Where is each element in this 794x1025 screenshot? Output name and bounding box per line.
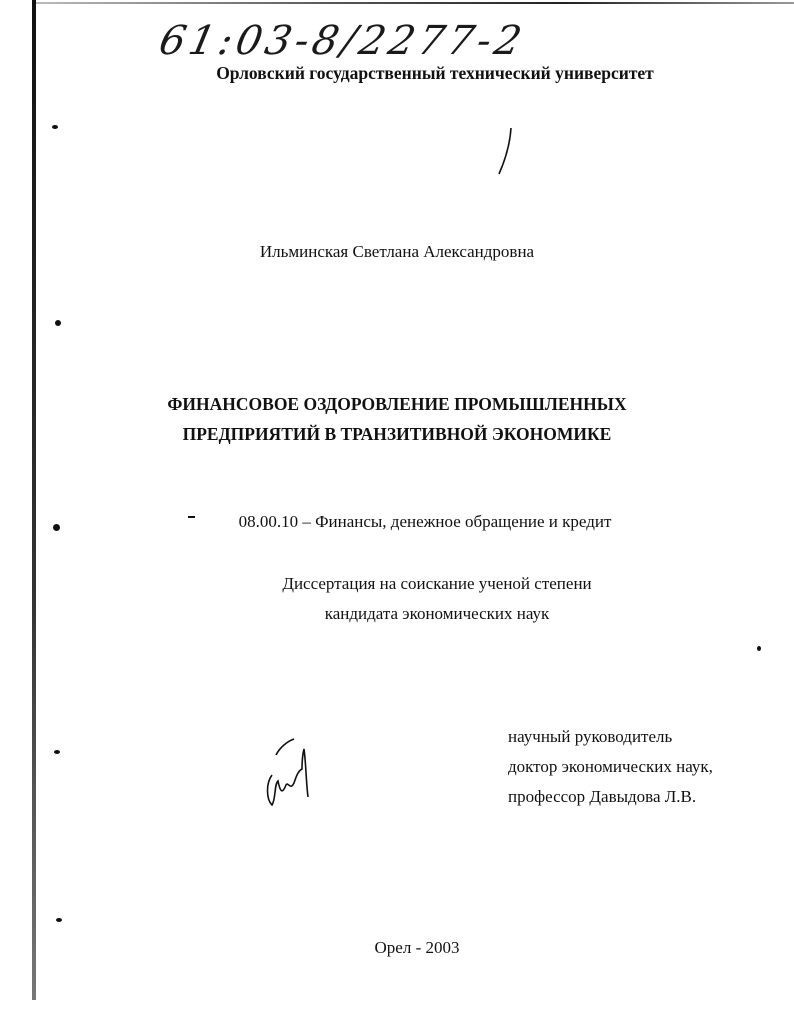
advisor-degree: доктор экономических наук,	[508, 757, 713, 776]
degree-line-2: кандидата экономических наук	[324, 604, 550, 623]
degree-line-1: Диссертация на соискание ученой степени	[282, 574, 592, 593]
scan-left-edge	[32, 0, 36, 1000]
handwritten-catalog-code: 61:03-8/2277-2	[155, 18, 530, 64]
scan-top-edge	[36, 2, 794, 4]
scan-speck	[52, 125, 58, 129]
signature	[262, 733, 322, 813]
specialty-code: 08.00.10 – Финансы, денежное обращение и кредит	[238, 512, 612, 531]
pen-stroke-mark	[496, 126, 516, 178]
advisor-name: профессор Давыдова Л.В.	[508, 787, 697, 806]
author-name: Ильминская Светлана Александровна	[259, 242, 535, 261]
scan-speck	[757, 646, 761, 651]
dissertation-title-line-2: ПРЕДПРИЯТИЙ В ТРАНЗИТИВНОЙ ЭКОНОМИКЕ	[182, 424, 612, 444]
city-year: Орел - 2003	[374, 938, 460, 957]
university-name: Орловский государственный технический университет	[216, 63, 654, 83]
scan-speck	[55, 320, 61, 326]
dissertation-title-line-1: ФИНАНСОВОЕ ОЗДОРОВЛЕНИЕ ПРОМЫШЛЕННЫХ	[167, 394, 627, 414]
scan-speck	[53, 524, 60, 531]
advisor-title: научный руководитель	[508, 727, 673, 746]
scan-speck	[56, 918, 62, 922]
scan-speck	[54, 750, 60, 754]
